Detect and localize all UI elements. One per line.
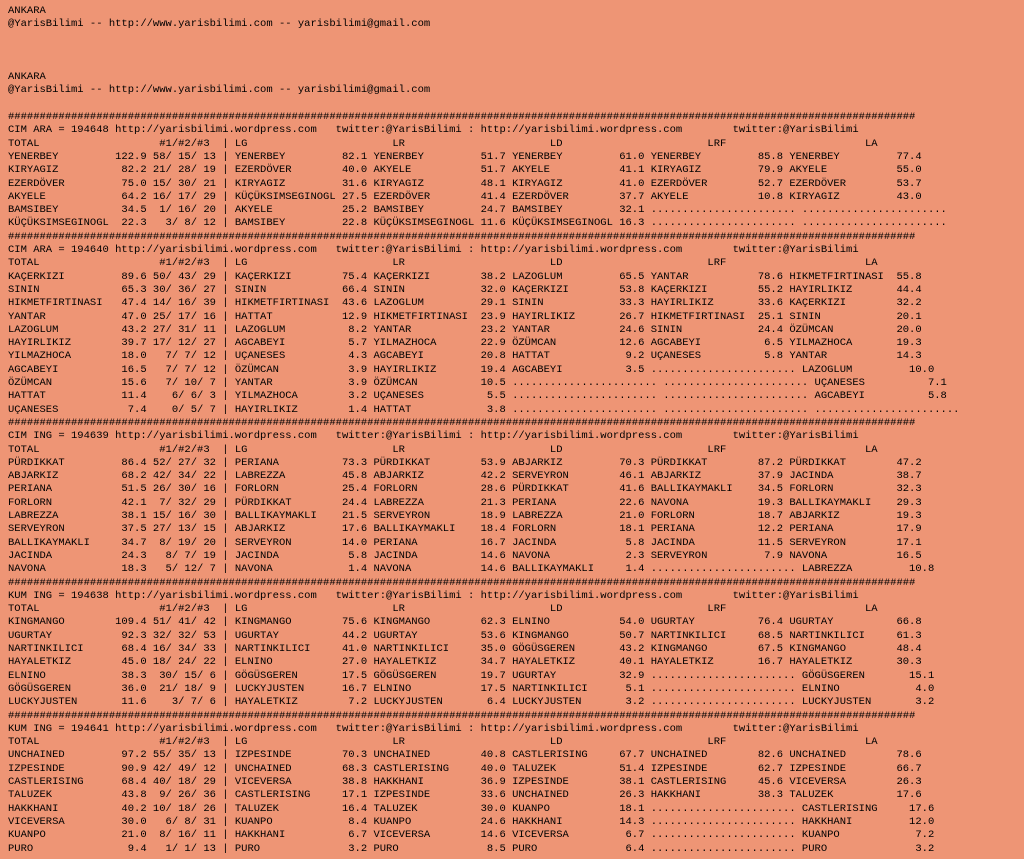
race-row: KÜÇÜKSIMSEGINOGL 22.3 3/ 8/ 12 | BAMSIBEY 22.8 KÜÇÜKSIMSEGINOGL 11.6 KÜÇÜKSIMSEGINOGL 16.3 ....................... ....................... bbox=[8, 217, 947, 230]
race-title-line: KUM ING = 194641 http://yarisbilimi.wordpress.com twitter:@YarisBilimi : http://yarisbilimi.wordpress.com twitter:@YarisBilimi bbox=[8, 722, 859, 735]
race-title-line: CIM ARA = 194640 http://yarisbilimi.wordpress.com twitter:@YarisBilimi : http://yarisbilimi.wordpress.com twitter:@YarisBilimi bbox=[8, 244, 859, 256]
race-row: UNCHAINED 97.2 55/ 35/ 13 | IZPESINDE 70.3 UNCHAINED 40.8 CASTLERISING 67.7 UNCHAINED 82.6 UNCHAINED 78.6 bbox=[8, 749, 922, 762]
race-row: LABREZZA 38.1 15/ 16/ 30 | BALLIKAYMAKLI 21.5 SERVEYRON 18.9 LABREZZA 21.0 FORLORN 18.7 ABJARKIZ 19.3 bbox=[8, 510, 922, 522]
race-row: BALLIKAYMAKLI 34.7 8/ 19/ 20 | SERVEYRON 14.0 PERIANA 16.7 JACINDA 5.8 JACINDA 11.5 SERVEYRON 17.1 bbox=[8, 536, 922, 549]
separator-line: ################################################################################################################################################ bbox=[8, 111, 916, 123]
race-row: KUANPO 21.0 8/ 16/ 11 | HAKKHANI 6.7 VICEVERSA 14.6 VICEVERSA 6.7 ....................... KUANPO 7.2 bbox=[8, 829, 935, 842]
race-row: BAMSIBEY 34.5 1/ 16/ 20 | AKYELE 25.2 BAMSIBEY 24.7 BAMSIBEY 32.1 ....................... ....................... bbox=[8, 204, 947, 217]
race-row: LUCKYJUSTEN 11.6 3/ 7/ 6 | HAYALETKIZ 7.2 LUCKYJUSTEN 6.4 LUCKYJUSTEN 3.2 ....................... LUCKYJUSTEN 3.2 bbox=[8, 696, 935, 709]
race-row: KAÇERKIZI 89.6 50/ 43/ 29 | KAÇERKIZI 75.4 KAÇERKIZI 38.2 LAZOGLUM 65.5 YANTAR 78.6 HIKMETFIRTINASI 55.8 bbox=[8, 270, 922, 283]
race-row: YENERBEY 122.9 58/ 15/ 13 | YENERBEY 82.1 YENERBEY 51.7 YENERBEY 61.0 YENERBEY 85.8 YENERBEY 77.4 bbox=[8, 150, 922, 163]
separator-line: ################################################################################################################################################ bbox=[8, 416, 916, 429]
race-row: UGURTAY 92.3 32/ 32/ 53 | UGURTAY 44.2 UGURTAY 53.6 KINGMANGO 50.7 NARTINKILICI 68.5 NARTINKILICI 61.3 bbox=[8, 629, 922, 642]
race-row: ELNINO 38.3 30/ 15/ 6 | GÖGÜSGEREN 17.5 GÖGÜSGEREN 19.7 UGURTAY 32.9 ....................... GÖGÜSGEREN 15.1 bbox=[8, 669, 935, 682]
column-header-line: TOTAL #1/#2/#3 | LG LR LD LRF LA bbox=[8, 736, 878, 749]
contact-line-repeat: @YarisBilimi -- http://www.yarisbilimi.com -- yarisbilimi@gmail.com bbox=[8, 84, 431, 96]
race-row: JACINDA 24.3 8/ 7/ 19 | JACINDA 5.8 JACINDA 14.6 NAVONA 2.3 SERVEYRON 7.9 NAVONA 16.5 bbox=[8, 549, 922, 562]
race-row: LAZOGLUM 43.2 27/ 31/ 11 | LAZOGLUM 8.2 YANTAR 23.2 YANTAR 24.6 SININ 24.4 ÖZÜMCAN 20.0 bbox=[8, 323, 922, 336]
race-row: HAKKHANI 40.2 10/ 18/ 26 | TALUZEK 16.4 TALUZEK 30.0 KUANPO 18.1 ....................... CASTLERISING 17.6 bbox=[8, 802, 935, 815]
race-title-line: KUM ING = 194638 http://yarisbilimi.wordpress.com twitter:@YarisBilimi : http://yarisbilimi.wordpress.com twitter:@YarisBilimi bbox=[8, 589, 859, 602]
race-row: EZERDÖVER 75.0 15/ 30/ 21 | KIRYAGIZ 31.6 KIRYAGIZ 48.1 KIRYAGIZ 41.0 EZERDÖVER 52.7 EZERDÖVER 53.7 bbox=[8, 177, 922, 190]
contact-line: @YarisBilimi -- http://www.yarisbilimi.com -- yarisbilimi@gmail.com bbox=[8, 18, 431, 30]
race-row: HAYIRLIKIZ 39.7 17/ 12/ 27 | AGCABEYI 5.7 YILMAZHOCA 22.9 ÖZÜMCAN 12.6 AGCABEYI 6.5 YILMAZHOCA 19.3 bbox=[8, 337, 922, 350]
race-row: YANTAR 47.0 25/ 17/ 16 | HATTAT 12.9 HIKMETFIRTINASI 23.9 HAYIRLIKIZ 26.7 HIKMETFIRTINASI 25.1 SININ 20.1 bbox=[8, 310, 922, 323]
race-row: TALUZEK 43.8 9/ 26/ 36 | CASTLERISING 17.1 IZPESINDE 33.6 UNCHAINED 26.3 HAKKHANI 38.3 TALUZEK 17.6 bbox=[8, 789, 922, 802]
race-title-line: CIM ING = 194639 http://yarisbilimi.wordpress.com twitter:@YarisBilimi : http://yarisbilimi.wordpress.com twitter:@YarisBilimi bbox=[8, 430, 859, 443]
race-row: IZPESINDE 90.9 42/ 49/ 12 | UNCHAINED 68.3 CASTLERISING 40.0 TALUZEK 51.4 IZPESINDE 62.7 IZPESINDE 66.7 bbox=[8, 762, 922, 775]
race-title-line: CIM ARA = 194648 http://yarisbilimi.wordpress.com twitter:@YarisBilimi : http://yarisbilimi.wordpress.com twitter:@YarisBilimi bbox=[8, 124, 859, 137]
race-row: HAYALETKIZ 45.0 18/ 24/ 22 | ELNINO 27.0 HAYALETKIZ 34.7 HAYALETKIZ 40.1 HAYALETKIZ 16.7 HAYALETKIZ 30.3 bbox=[8, 656, 922, 669]
separator-line: ################################################################################################################################################ bbox=[8, 709, 916, 722]
race-row: FORLORN 42.1 7/ 32/ 29 | PÜRDIKKAT 24.4 LABREZZA 21.3 PERIANA 22.6 NAVONA 19.3 BALLIKAYMAKLI 29.3 bbox=[8, 496, 922, 509]
race-row: YILMAZHOCA 18.0 7/ 7/ 12 | UÇANESES 4.3 AGCABEYI 20.8 HATTAT 9.2 UÇANESES 5.8 YANTAR 14.3 bbox=[8, 350, 922, 363]
city-title: ANKARA bbox=[8, 5, 46, 17]
race-row: PERIANA 51.5 26/ 30/ 16 | FORLORN 25.4 FORLORN 28.6 PÜRDIKKAT 41.6 BALLIKAYMAKLI 34.5 FORLORN 32.3 bbox=[8, 483, 922, 496]
column-header-line: TOTAL #1/#2/#3 | LG LR LD LRF LA bbox=[8, 257, 878, 270]
separator-line: ################################################################################################################################################ bbox=[8, 576, 916, 589]
race-row: VICEVERSA 30.0 6/ 8/ 31 | KUANPO 8.4 KUANPO 24.6 HAKKHANI 14.3 ....................... HAKKHANI 12.0 bbox=[8, 815, 935, 828]
race-row: KINGMANGO 109.4 51/ 41/ 42 | KINGMANGO 75.6 KINGMANGO 62.3 ELNINO 54.0 UGURTAY 76.4 UGURTAY 66.8 bbox=[8, 616, 922, 629]
column-header-line: TOTAL #1/#2/#3 | LG LR LD LRF LA bbox=[8, 603, 878, 616]
race-row: CASTLERISING 68.4 40/ 18/ 29 | VICEVERSA 38.8 HAKKHANI 36.9 IZPESINDE 38.1 CASTLERISING 45.6 VICEVERSA 26.3 bbox=[8, 776, 922, 788]
race-row: AKYELE 64.2 16/ 17/ 29 | KÜÇÜKSIMSEGINOGL 27.5 EZERDÖVER 41.4 EZERDÖVER 37.7 AKYELE 10.8 KIRYAGIZ 43.0 bbox=[8, 190, 922, 203]
race-row: NAVONA 18.3 5/ 12/ 7 | NAVONA 1.4 NAVONA 14.6 BALLIKAYMAKLI 1.4 ....................... LABREZZA 10.8 bbox=[8, 563, 935, 576]
column-header-line: TOTAL #1/#2/#3 | LG LR LD LRF LA bbox=[8, 137, 878, 150]
race-row: HATTAT 11.4 6/ 6/ 3 | YILMAZHOCA 3.2 UÇANESES 5.5 ....................... ....................... AGCABEYI 5.8 bbox=[8, 390, 947, 403]
race-row: GÖGÜSGEREN 36.0 21/ 18/ 9 | LUCKYJUSTEN 16.7 ELNINO 17.5 NARTINKILICI 5.1 ....................... ELNINO 4.0 bbox=[8, 682, 935, 695]
race-row: PURO 9.4 1/ 1/ 13 | PURO 3.2 PURO 8.5 PURO 6.4 ....................... PURO 3.2 bbox=[8, 842, 935, 855]
city-title-repeat: ANKARA bbox=[8, 71, 46, 83]
race-row: NARTINKILICI 68.4 16/ 34/ 33 | NARTINKILICI 41.0 NARTINKILICI 35.0 GÖGÜSGEREN 43.2 KINGMANGO 67.5 KINGMANGO 48.4 bbox=[8, 643, 922, 655]
race-row: ÖZÜMCAN 15.6 7/ 10/ 7 | YANTAR 3.9 ÖZÜMCAN 10.5 ....................... ....................... UÇANESES 7.1 bbox=[8, 377, 947, 389]
race-row: HIKMETFIRTINASI 47.4 14/ 16/ 39 | HIKMETFIRTINASI 43.6 LAZOGLUM 29.1 SININ 33.3 HAYIRLIKIZ 33.6 KAÇERKIZI 32.2 bbox=[8, 297, 922, 310]
race-row: ABJARKIZ 68.2 42/ 34/ 22 | LABREZZA 45.8 ABJARKIZ 42.2 SERVEYRON 46.1 ABJARKIZ 37.9 JACINDA 38.7 bbox=[8, 470, 922, 483]
race-row: AGCABEYI 16.5 7/ 7/ 12 | ÖZÜMCAN 3.9 HAYIRLIKIZ 19.4 AGCABEYI 3.5 ....................... LAZOGLUM 10.0 bbox=[8, 363, 935, 376]
separator-line: ################################################################################################################################################ bbox=[8, 230, 916, 243]
race-row: SININ 65.3 30/ 36/ 27 | SININ 66.4 SININ 32.0 KAÇERKIZI 53.8 KAÇERKIZI 55.2 HAYIRLIKIZ 44.4 bbox=[8, 283, 922, 296]
race-row: KIRYAGIZ 82.2 21/ 28/ 19 | EZERDÖVER 40.0 AKYELE 51.7 AKYELE 41.1 KIRYAGIZ 79.9 AKYELE 55.0 bbox=[8, 164, 922, 177]
column-header-line: TOTAL #1/#2/#3 | LG LR LD LRF LA bbox=[8, 443, 878, 456]
race-row: SERVEYRON 37.5 27/ 13/ 15 | ABJARKIZ 17.6 BALLIKAYMAKLI 18.4 FORLORN 18.1 PERIANA 12.2 PERIANA 17.9 bbox=[8, 523, 922, 536]
race-row: UÇANESES 7.4 0/ 5/ 7 | HAYIRLIKIZ 1.4 HATTAT 3.8 ....................... ....................... ....................... bbox=[8, 403, 960, 416]
race-row: PÜRDIKKAT 86.4 52/ 27/ 32 | PERIANA 73.3 PÜRDIKKAT 53.9 ABJARKIZ 70.3 PÜRDIKKAT 87.2 PÜRDIKKAT 47.2 bbox=[8, 456, 922, 469]
